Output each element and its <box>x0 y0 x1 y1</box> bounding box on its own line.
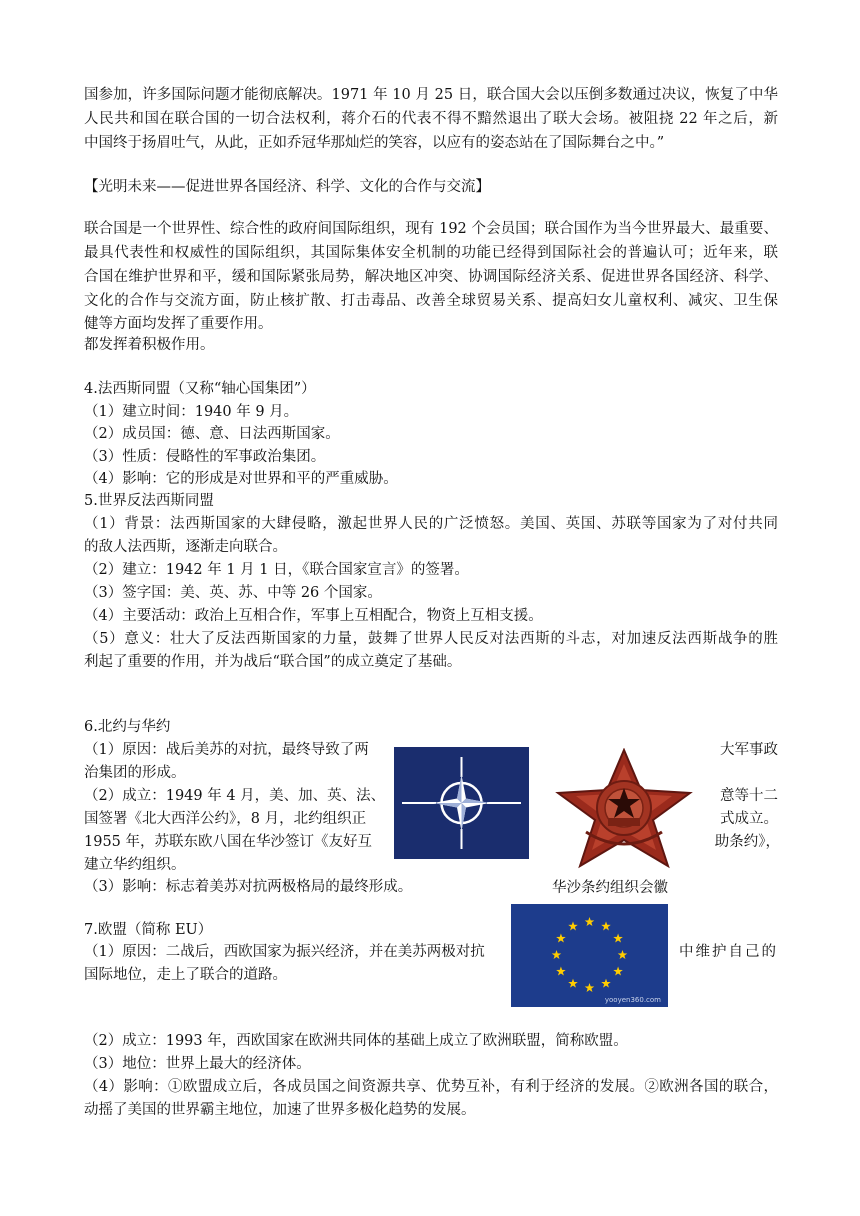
list-item: （2）成员国：德、意、日法西斯国家。 <box>84 426 340 442</box>
list-item: （1）原因：战后美苏的对抗，最终导致了两 <box>84 742 369 758</box>
list-item: （4）影响：①欧盟成立后，各成员国之间资源共享、优势互补，有利于经济的发展。②欧洲各国的联合， <box>84 1079 778 1095</box>
list-item: 建立华约组织。 <box>84 857 186 873</box>
list-item: 利起了重要的作用，并为战后“联合国”的成立奠定了基础。 <box>84 654 462 670</box>
list-item: （1）建立时间：1940 年 9 月。 <box>84 404 299 420</box>
list-item: （2）建立：1942 年 1 月 1 日，《联合国家宣言》的签署。 <box>84 562 469 578</box>
emblem-caption: 华沙条约组织会徽 <box>552 880 668 896</box>
list-item: （1）背景：法西斯国家的大肆侵略，激起世界人民的广泛愤怒。美国、英国、苏联等国家为了对付共同 <box>84 516 778 532</box>
list-item-continuation: 中维护自己的 <box>679 944 778 960</box>
section-title: 5.世界反法西斯同盟 <box>84 493 214 509</box>
intro-line: 中国终于扬眉吐气，从此，正如乔冠华那灿烂的笑容，以应有的姿态站在了国际舞台之中。” <box>84 135 665 151</box>
list-item: （3）签字国：美、英、苏、中等 26 个国家。 <box>84 585 382 601</box>
list-item: 动摇了美国的世界霸主地位，加速了世界多极化趋势的发展。 <box>84 1102 476 1118</box>
paragraph-line: 合国在维护世界和平，缓和国际紧张局势，解决地区冲突、协调国际经济关系、促进世界各国经济、科学、 <box>84 269 778 285</box>
list-item-continuation: 式成立。 <box>720 811 778 827</box>
intro-line: 人民共和国在联合国的一切合法权利，蒋介石的代表不得不黯然退出了联大会场。被阻挠 22 年之后，新 <box>84 111 778 127</box>
intro-line: 国参加，许多国际问题才能彻底解决。1971 年 10 月 25 日，联合国大会以压倒多数通过决议，恢复了中华 <box>84 87 778 103</box>
section-heading: 【光明未来——促进世界各国经济、科学、文化的合作与交流】 <box>84 179 490 195</box>
list-item: 治集团的形成。 <box>84 765 186 781</box>
list-item: （3）性质：侵略性的军事政治集团。 <box>84 449 326 465</box>
watermark-text: yooyen360.com <box>604 996 661 1004</box>
list-item-continuation: 意等十二 <box>720 788 778 804</box>
paragraph-line: 都发挥着积极作用。 <box>84 337 215 353</box>
section-title: 4.法西斯同盟（又称“轴心国集团”） <box>84 381 316 397</box>
warsaw-pact-emblem-image <box>550 748 698 873</box>
paragraph-line: 联合国是一个世界性、综合性的政府间国际组织，现有 192 个会员国；联合国作为当今世界最大、最重要、 <box>84 221 778 237</box>
list-item: （5）意义：壮大了反法西斯国家的力量，鼓舞了世界人民反对法西斯的斗志，对加速反法西斯战争的胜 <box>84 631 778 647</box>
section-title: 7.欧盟（简称 EU） <box>84 922 213 938</box>
paragraph-line: 最具代表性和权威性的国际组织，其国际集体安全机制的功能已经得到国际社会的普遍认可；近年来，联 <box>84 245 778 261</box>
paragraph-line: 健等方面均发挥了重要作用。 <box>84 316 273 332</box>
list-item: （3）地位：世界上最大的经济体。 <box>84 1056 311 1072</box>
list-item: 的敌人法西斯，逐渐走向联合。 <box>84 539 287 555</box>
nato-flag-image <box>394 747 529 859</box>
list-item: （2）成立：1949 年 4 月，美、加、英、法、 <box>84 788 386 804</box>
section-title: 6.北约与华约 <box>84 719 171 735</box>
list-item-continuation: 大军事政 <box>720 742 778 758</box>
list-item: （2）成立：1993 年，西欧国家在欧洲共同体的基础上成立了欧洲联盟，简称欧盟。 <box>84 1033 628 1049</box>
list-item-continuation: 助条约》， <box>714 834 780 850</box>
list-item: （1）原因：二战后，西欧国家为振兴经济，并在美苏两极对抗 <box>84 944 485 960</box>
list-item: 1955 年，苏联东欧八国在华沙签订《友好互 <box>84 834 373 850</box>
list-item: （4）主要活动：政治上互相合作，军事上互相配合，物资上互相支援。 <box>84 608 543 624</box>
paragraph-line: 文化的合作与交流方面，防止核扩散、打击毒品、改善全球贸易关系、提高妇女儿童权利、减灾、卫生保 <box>84 293 778 309</box>
eu-flag-image <box>511 904 668 1007</box>
list-item: 国签署《北大西洋公约》，8 月，北约组织正 <box>84 811 367 827</box>
list-item: （3）影响：标志着美苏对抗两极格局的最终形成。 <box>84 879 413 895</box>
list-item: （4）影响：它的形成是对世界和平的严重威胁。 <box>84 471 398 487</box>
list-item: 国际地位，走上了联合的道路。 <box>84 967 287 983</box>
